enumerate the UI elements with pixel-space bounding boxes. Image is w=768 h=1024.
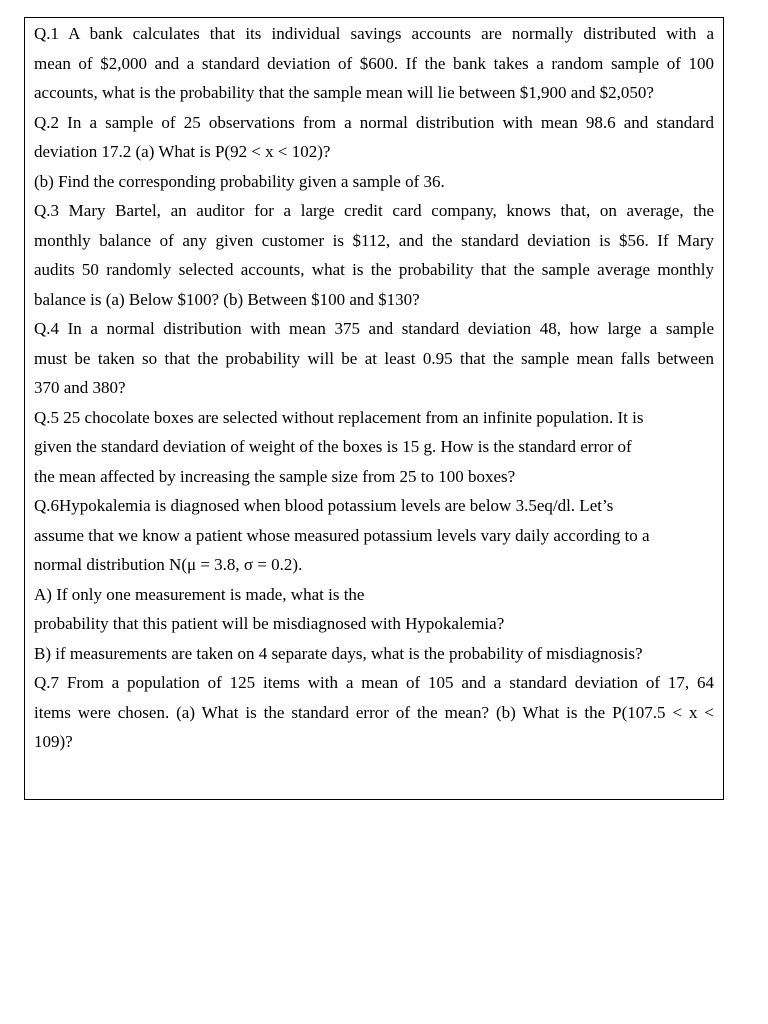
text-line: must be taken so that the probability will be at least 0.95 that the sample mean falls between (34, 348, 714, 368)
questions-box (24, 17, 724, 800)
text-line: Q.6Hypokalemia is diagnosed when blood potassium levels are below 3.5eq/dl. Let’s (34, 496, 614, 515)
text-line: 370 and 380? (34, 378, 126, 397)
text-line: audits 50 randomly selected accounts, what is the probability that the sample average monthly (34, 260, 714, 279)
text-line: Q.7 From a population of 125 items with a mean of 105 and a standard deviation of 17, 64 (34, 673, 714, 692)
text-line: Q.4 In a normal distribution with mean 375 and standard deviation 48, how large a sample (34, 319, 714, 338)
text-line: given the standard deviation of weight of the boxes is 15 g. How is the standard error of (34, 437, 632, 456)
text-line: items were chosen. (a) What is the standard error of the mean? (b) What is the P(107.5 < x < (34, 702, 714, 722)
text-line: Q.3 Mary Bartel, an auditor for a large credit card company, knows that, on average, the (34, 201, 714, 220)
text-line: 109)? (34, 732, 73, 751)
text-line: Q.2 In a sample of 25 observations from a normal distribution with mean 98.6 and standard (34, 112, 714, 132)
text-line: monthly balance of any given customer is $112, and the standard deviation is $56. If Mary (34, 230, 714, 250)
text-line: normal distribution N(μ = 3.8, σ = 0.2). (34, 555, 303, 574)
text-line: assume that we know a patient whose measured potassium levels vary daily according to a (34, 525, 650, 545)
text-line: probability that this patient will be misdiagnosed with Hypokalemia? (34, 614, 505, 633)
text-line: B) if measurements are taken on 4 separate days, what is the probability of misdiagnosis? (34, 643, 643, 663)
text-line: (b) Find the corresponding probability given a sample of 36. (34, 171, 445, 191)
text-line: mean of $2,000 and a standard deviation of $600. If the bank takes a random sample of 100 (34, 53, 714, 73)
text-line: A) If only one measurement is made, what is the (34, 584, 365, 604)
text-line: Q.1 A bank calculates that its individual savings accounts are normally distributed with a (34, 24, 714, 43)
text-line: balance is (a) Below $100? (b) Between $100 and $130? (34, 289, 420, 309)
text-line: the mean affected by increasing the sample size from 25 to 100 boxes? (34, 466, 516, 486)
text-line: Q.5 25 chocolate boxes are selected without replacement from an infinite population. It is (34, 407, 644, 427)
questions-text (34, 19, 714, 757)
text-line: accounts, what is the probability that the sample mean will lie between $1,900 and $2,050? (34, 83, 654, 102)
text-line: deviation 17.2 (a) What is P(92 < x < 102)? (34, 142, 331, 161)
